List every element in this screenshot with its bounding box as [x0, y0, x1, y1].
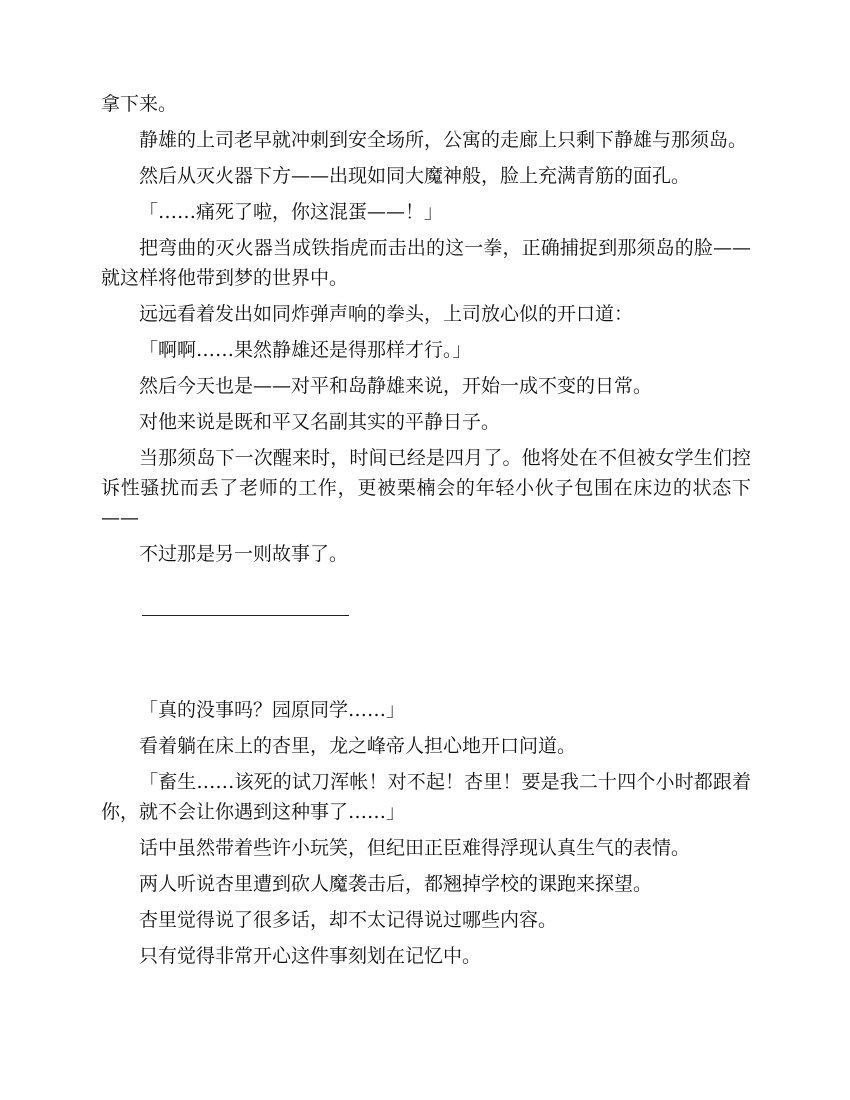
paragraph: 「畜生……该死的试刀浑帐！对不起！杏里！要是我二十四个小时都跟着你，就不会让你遇到这种事了……」 [101, 771, 751, 823]
paragraph: 然后从灭火器下方——出现如同大魔神般，脸上充满青筋的面孔。 [139, 165, 691, 187]
paragraph: 远远看着发出如同炸弹声响的拳头，上司放心似的开口道： [139, 303, 634, 325]
paragraph: 「啊啊……果然静雄还是得那样才行。」 [139, 339, 472, 361]
separator-line [142, 615, 349, 616]
paragraph: 当那须岛下一次醒来时，时间已经是四月了。他将处在不但被女学生们控诉性骚扰而丢了老师的工作，更被栗楠会的年轻小伙子包围在床边的状态下—— [101, 447, 751, 529]
paragraph: 静雄的上司老早就冲刺到安全场所，公寓的走廊上只剩下静雄与那须岛。 [139, 129, 748, 151]
paragraph: 话中虽然带着些许小玩笑，但纪田正臣难得浮现认真生气的表情。 [139, 837, 691, 859]
document-body [101, 89, 751, 977]
paragraph: 只有觉得非常开心这件事刻划在记忆中。 [139, 945, 482, 967]
paragraph: 「……痛死了啦，你这混蛋——！」 [139, 201, 444, 223]
paragraph: 把弯曲的灭火器当成铁指虎而击出的这一拳，正确捕捉到那须岛的脸——就这样将他带到梦的世界中。 [101, 237, 751, 289]
paragraph: 拿下来。 [101, 93, 178, 115]
paragraph: 杏里觉得说了很多话，却不太记得说过哪些内容。 [139, 909, 558, 931]
paragraph: 然后今天也是——对平和岛静雄来说，开始一成不变的日常。 [139, 375, 653, 397]
section-break [101, 575, 751, 695]
paragraph: 不过那是另一则故事了。 [139, 543, 349, 565]
paragraph: 两人听说杏里遭到砍人魔袭击后，都翘掉学校的课跑来探望。 [139, 873, 653, 895]
paragraph: 看着躺在床上的杏里，龙之峰帝人担心地开口问道。 [139, 735, 577, 757]
paragraph: 对他来说是既和平又名副其实的平静日子。 [139, 411, 501, 433]
paragraph: 「真的没事吗？园原同学……」 [139, 699, 406, 721]
